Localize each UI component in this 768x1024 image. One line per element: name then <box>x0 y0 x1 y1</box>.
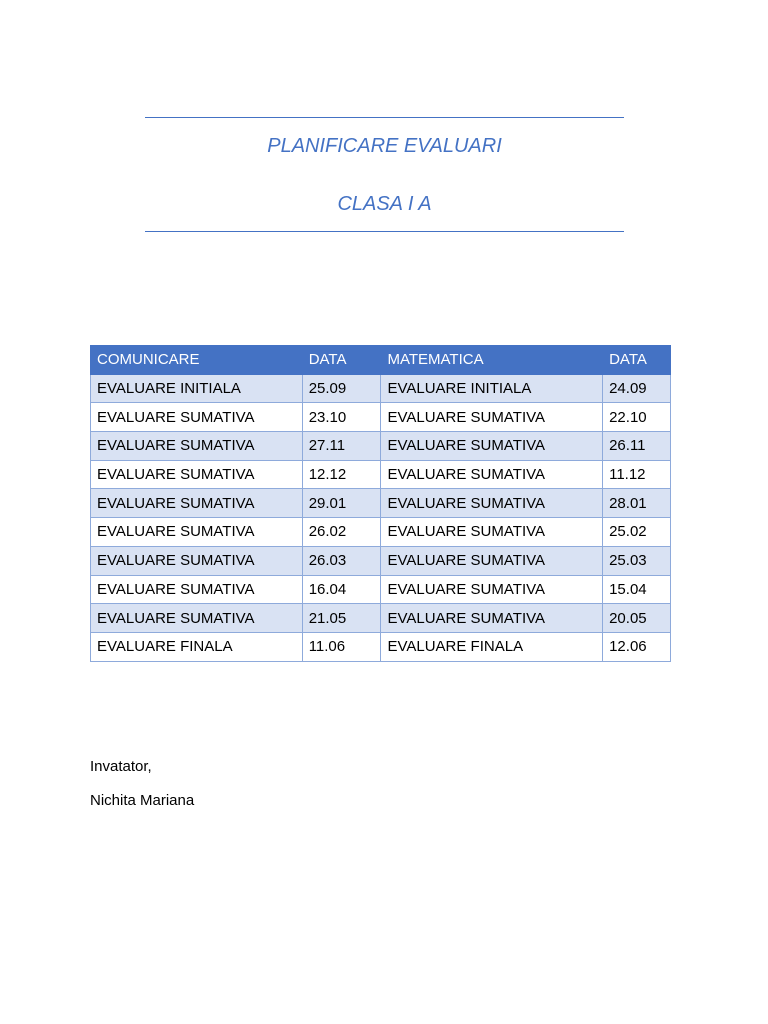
table-row <box>91 489 671 518</box>
comunicare-evaluation-cell: EVALUARE SUMATIVA <box>91 432 303 461</box>
table-row <box>91 403 671 432</box>
header-matematica: MATEMATICA <box>381 346 603 375</box>
matematica-date-cell: 26.11 <box>603 432 671 461</box>
comunicare-date-cell: 26.02 <box>302 518 381 547</box>
comunicare-date-cell: 23.10 <box>302 403 381 432</box>
matematica-evaluation-cell: EVALUARE SUMATIVA <box>381 546 603 575</box>
table-row <box>91 546 671 575</box>
comunicare-evaluation-cell: EVALUARE SUMATIVA <box>91 546 303 575</box>
matematica-evaluation-cell: EVALUARE SUMATIVA <box>381 575 603 604</box>
signature-name: Nichita Mariana <box>90 792 195 809</box>
table-row <box>91 432 671 461</box>
matematica-evaluation-cell: EVALUARE SUMATIVA <box>381 489 603 518</box>
comunicare-evaluation-cell: EVALUARE SUMATIVA <box>91 460 303 489</box>
matematica-date-cell: 24.09 <box>603 374 671 403</box>
matematica-date-cell: 11.12 <box>603 460 671 489</box>
matematica-date-cell: 15.04 <box>603 575 671 604</box>
matematica-date-cell: 25.03 <box>603 546 671 575</box>
comunicare-date-cell: 26.03 <box>302 546 381 575</box>
table-header-row <box>91 346 671 375</box>
matematica-evaluation-cell: EVALUARE SUMATIVA <box>381 403 603 432</box>
comunicare-date-cell: 27.11 <box>302 432 381 461</box>
comunicare-date-cell: 29.01 <box>302 489 381 518</box>
table-row <box>91 575 671 604</box>
table-row <box>91 460 671 489</box>
matematica-evaluation-cell: EVALUARE SUMATIVA <box>381 518 603 547</box>
comunicare-date-cell: 16.04 <box>302 575 381 604</box>
comunicare-evaluation-cell: EVALUARE SUMATIVA <box>91 518 303 547</box>
comunicare-date-cell: 21.05 <box>302 604 381 633</box>
matematica-date-cell: 12.06 <box>603 632 671 661</box>
comunicare-evaluation-cell: EVALUARE INITIALA <box>91 374 303 403</box>
comunicare-evaluation-cell: EVALUARE SUMATIVA <box>91 489 303 518</box>
matematica-date-cell: 28.01 <box>603 489 671 518</box>
header-comunicare: COMUNICARE <box>91 346 303 375</box>
matematica-evaluation-cell: EVALUARE SUMATIVA <box>381 432 603 461</box>
matematica-date-cell: 20.05 <box>603 604 671 633</box>
matematica-evaluation-cell: EVALUARE FINALA <box>381 632 603 661</box>
matematica-evaluation-cell: EVALUARE SUMATIVA <box>381 460 603 489</box>
matematica-evaluation-cell: EVALUARE INITIALA <box>381 374 603 403</box>
comunicare-evaluation-cell: EVALUARE SUMATIVA <box>91 604 303 633</box>
signature-role: Invatator, <box>90 758 152 775</box>
evaluation-schedule-table <box>90 345 671 662</box>
matematica-date-cell: 22.10 <box>603 403 671 432</box>
table-row <box>91 518 671 547</box>
table-row <box>91 374 671 403</box>
comunicare-date-cell: 11.06 <box>302 632 381 661</box>
class-subtitle: CLASA I A <box>337 193 432 215</box>
document-title: PLANIFICARE EVALUARI <box>267 135 502 157</box>
matematica-evaluation-cell: EVALUARE SUMATIVA <box>381 604 603 633</box>
header-data-comunicare: DATA <box>302 346 381 375</box>
comunicare-evaluation-cell: EVALUARE FINALA <box>91 632 303 661</box>
table-row <box>91 604 671 633</box>
table-row <box>91 632 671 661</box>
title-block <box>145 117 624 232</box>
comunicare-date-cell: 25.09 <box>302 374 381 403</box>
header-data-matematica: DATA <box>603 346 671 375</box>
comunicare-evaluation-cell: EVALUARE SUMATIVA <box>91 403 303 432</box>
comunicare-date-cell: 12.12 <box>302 460 381 489</box>
comunicare-evaluation-cell: EVALUARE SUMATIVA <box>91 575 303 604</box>
matematica-date-cell: 25.02 <box>603 518 671 547</box>
